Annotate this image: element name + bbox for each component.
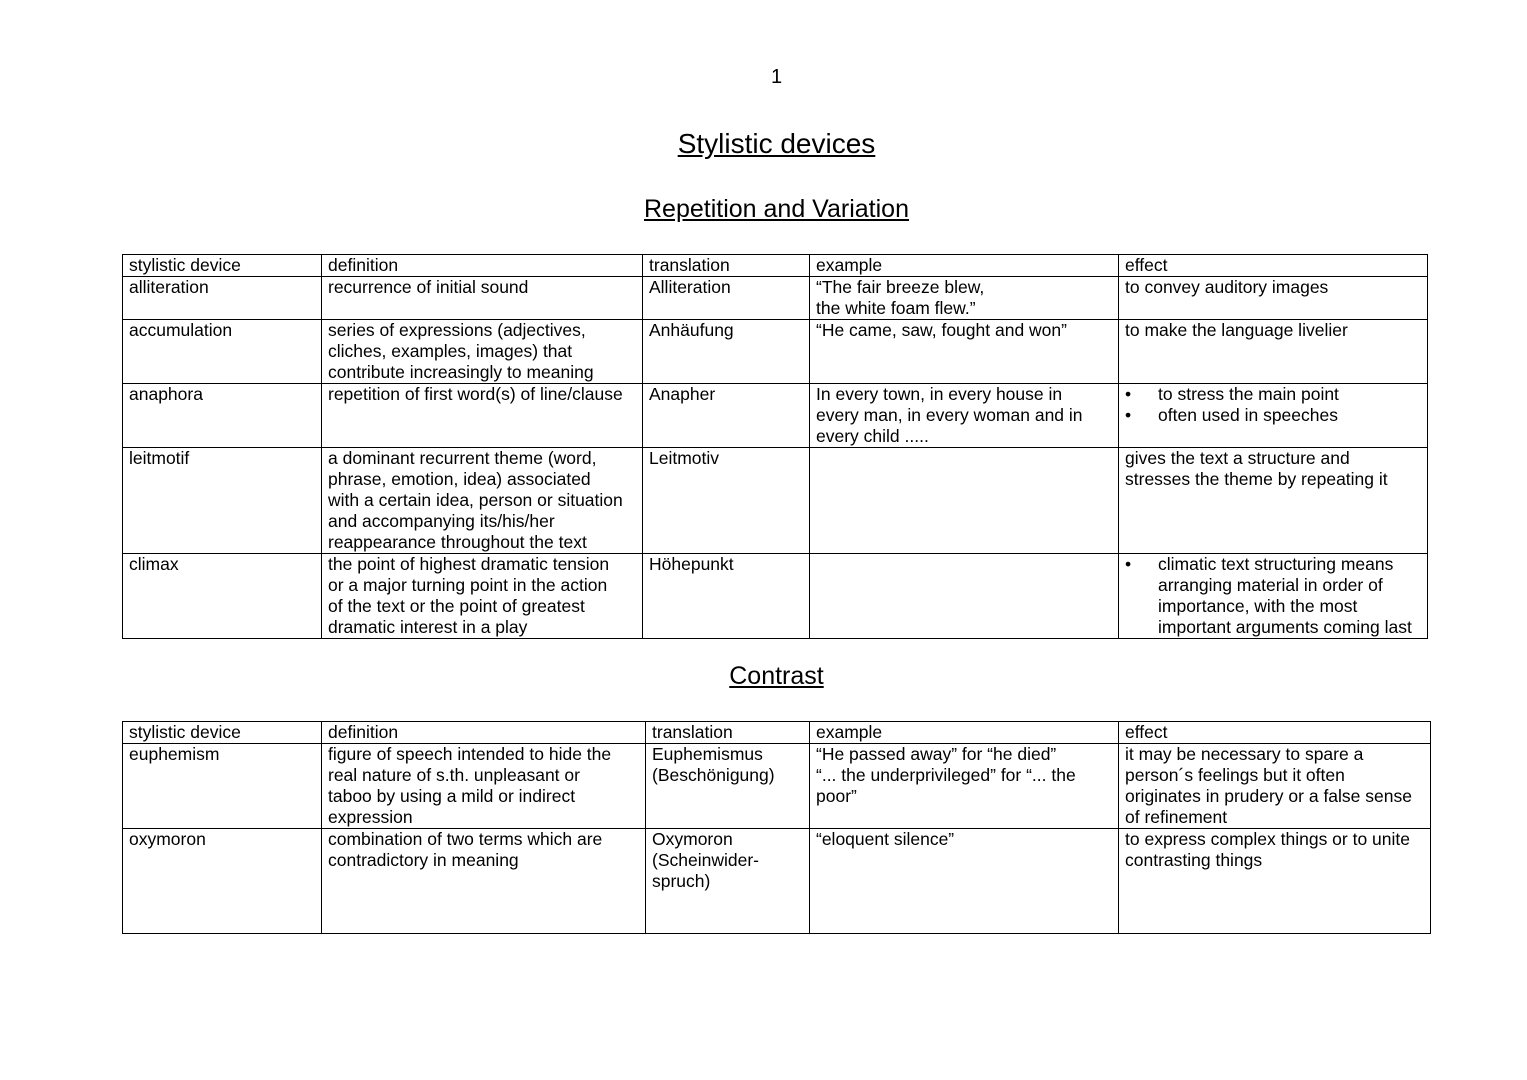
- table-row: [123, 448, 1428, 554]
- bullet-item: • often used in speeches: [1158, 405, 1421, 426]
- bullet-item: • to stress the main point: [1158, 384, 1421, 405]
- repetition-table: [122, 254, 1428, 639]
- header-definition: definition: [322, 255, 643, 277]
- cell-effect: [1119, 554, 1428, 639]
- cell-definition: series of expressions (adjectives, cliches, examples, images) that contribute increasingly to meaning: [322, 320, 643, 384]
- bullet-item: • climatic text structuring means arranging material in order of importance, with the most important arguments coming last: [1158, 554, 1421, 638]
- cell-definition: a dominant recurrent theme (word, phrase, emotion, idea) associated with a certain idea, person or situation and accompanying its/his/her reappearance throughout the text: [322, 448, 643, 554]
- header-example: example: [810, 255, 1119, 277]
- cell-device: alliteration: [123, 277, 322, 320]
- table-row: [123, 320, 1428, 384]
- header-effect: effect: [1119, 722, 1431, 744]
- header-translation: translation: [646, 722, 810, 744]
- cell-translation: Alliteration: [643, 277, 810, 320]
- header-effect: effect: [1119, 255, 1428, 277]
- cell-example: “He passed away” for “he died” “... the underprivileged” for “... the poor”: [810, 744, 1119, 829]
- cell-translation: Höhepunkt: [643, 554, 810, 639]
- cell-device: oxymoron: [123, 829, 322, 934]
- table-row: [123, 277, 1428, 320]
- cell-device: anaphora: [123, 384, 322, 448]
- bullet-list: [1125, 554, 1421, 638]
- bullet-list: [1125, 384, 1421, 426]
- cell-effect: [1119, 384, 1428, 448]
- header-row: [123, 722, 1431, 744]
- table-row: [123, 384, 1428, 448]
- cell-definition: repetition of first word(s) of line/clause: [322, 384, 643, 448]
- cell-example: “The fair breeze blew, the white foam flew.”: [810, 277, 1119, 320]
- page-title: Stylistic devices: [677, 128, 876, 159]
- cell-device: euphemism: [123, 744, 322, 829]
- section-heading-contrast: Contrast: [729, 662, 824, 690]
- cell-example: In every town, in every house in every man, in every woman and in every child .....: [810, 384, 1119, 448]
- cell-translation: Anhäufung: [643, 320, 810, 384]
- header-definition: definition: [322, 722, 646, 744]
- cell-translation: Anapher: [643, 384, 810, 448]
- cell-definition: recurrence of initial sound: [322, 277, 643, 320]
- cell-device: leitmotif: [123, 448, 322, 554]
- cell-effect: to convey auditory images: [1119, 277, 1428, 320]
- page-number: 1: [770, 66, 783, 88]
- cell-definition: combination of two terms which are contradictory in meaning: [322, 829, 646, 934]
- header-example: example: [810, 722, 1119, 744]
- cell-effect: gives the text a structure and stresses the theme by repeating it: [1119, 448, 1428, 554]
- table-row: [123, 744, 1431, 829]
- cell-example: “eloquent silence”: [810, 829, 1119, 934]
- cell-definition: the point of highest dramatic tension or a major turning point in the action of the text or the point of greatest dramatic interest in a play: [322, 554, 643, 639]
- cell-device: climax: [123, 554, 322, 639]
- contrast-table: [122, 721, 1431, 934]
- table-row: [123, 829, 1431, 934]
- cell-translation: Euphemismus (Beschönigung): [646, 744, 810, 829]
- header-row: [123, 255, 1428, 277]
- cell-example: “He came, saw, fought and won”: [810, 320, 1119, 384]
- table-row: [123, 554, 1428, 639]
- header-device: stylistic device: [123, 722, 322, 744]
- cell-effect: to express complex things or to unite contrasting things: [1119, 829, 1431, 934]
- cell-example: [810, 554, 1119, 639]
- cell-effect: to make the language livelier: [1119, 320, 1428, 384]
- cell-effect: it may be necessary to spare a person´s feelings but it often originates in prudery or a false sense of refinement: [1119, 744, 1431, 829]
- cell-device: accumulation: [123, 320, 322, 384]
- cell-definition: figure of speech intended to hide the real nature of s.th. unpleasant or taboo by using a mild or indirect expression: [322, 744, 646, 829]
- cell-example: [810, 448, 1119, 554]
- cell-translation: Leitmotiv: [643, 448, 810, 554]
- cell-translation: Oxymoron (Scheinwider- spruch): [646, 829, 810, 934]
- header-device: stylistic device: [123, 255, 322, 277]
- section-heading-repetition: Repetition and Variation: [644, 195, 909, 223]
- header-translation: translation: [643, 255, 810, 277]
